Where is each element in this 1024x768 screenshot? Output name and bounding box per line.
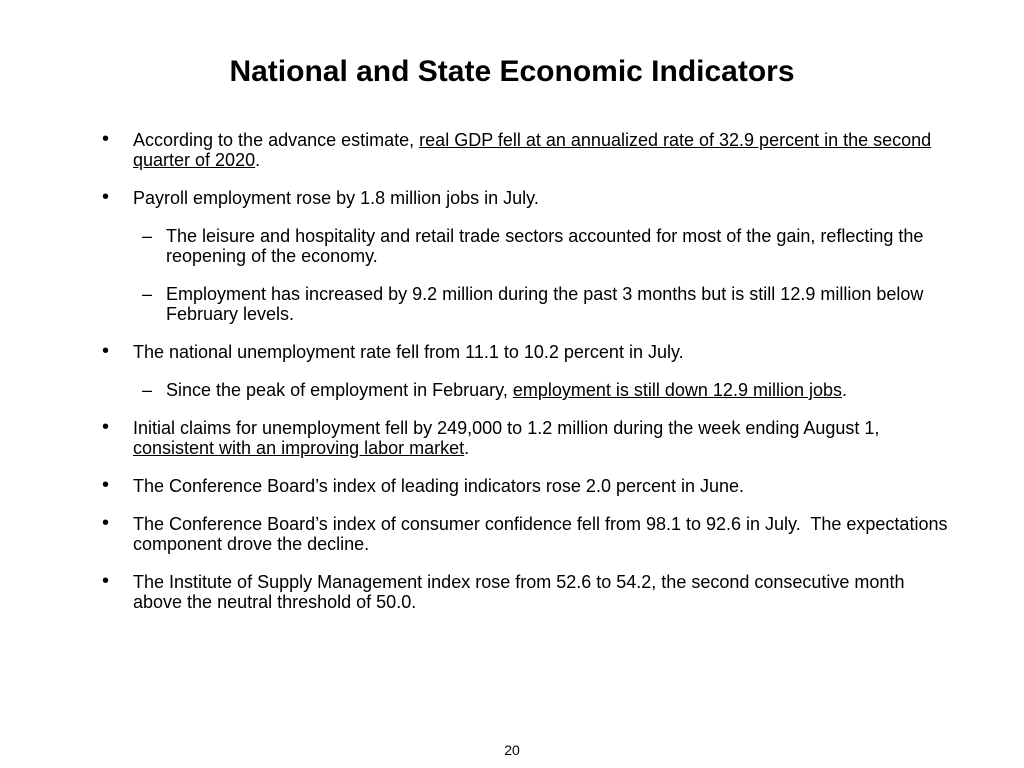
- bullet-marker: •: [102, 570, 110, 592]
- sub-bullet-marker: –: [142, 380, 153, 400]
- gdp-link[interactable]: real GDP fell at an annualized rate of 32.9 percent in the second quarter of 2020: [133, 130, 932, 170]
- bullet-text-end: .: [255, 150, 261, 170]
- bullet-payroll: [102, 186, 948, 208]
- sub-bullet-marker: –: [142, 226, 153, 246]
- sub-bullet-leisure: [142, 226, 956, 266]
- bullet-text: The national unemployment rate fell from 11.1 to 10.2 percent in July.: [133, 342, 684, 362]
- sub-bullet-marker: –: [142, 284, 153, 304]
- sub-bullet-text: Employment has increased by 9.2 million during the past 3 months but is still 12.9 million below February levels.: [166, 284, 924, 324]
- sub-bullet-employment: [142, 284, 956, 324]
- bullet-list: [0, 130, 1024, 612]
- bullet-marker: •: [102, 512, 110, 534]
- bullet-marker: •: [102, 128, 110, 150]
- bullet-text: The Institute of Supply Management index rose from 52.6 to 54.2, the second consecutive month above the neutral threshold of 50.0.: [133, 572, 905, 612]
- sub-bullet-text: Since the peak of employment in February,: [166, 380, 513, 400]
- bullet-unemployment-rate: [102, 340, 948, 362]
- bullet-text: Initial claims for unemployment fell by 249,000 to 1.2 million during the week ending August 1,: [133, 418, 880, 438]
- page-number: 20: [504, 742, 520, 758]
- sub-bullet-peak: [142, 380, 956, 400]
- employment-down-link[interactable]: employment is still down 12.9 million jobs: [512, 380, 842, 400]
- bullet-text: According to the advance estimate,: [133, 130, 420, 150]
- bullet-consumer-confidence: [102, 512, 953, 554]
- bullet-marker: •: [102, 474, 110, 496]
- sub-bullet-text-end: .: [842, 380, 848, 400]
- bullet-gdp: [102, 128, 948, 170]
- bullet-marker: •: [102, 186, 110, 208]
- bullet-text: Payroll employment rose by 1.8 million jobs in July.: [133, 188, 539, 208]
- bullet-leading-indicators: [102, 474, 948, 496]
- bullet-ism-index: [102, 570, 948, 612]
- slide-title: National and State Economic Indicators: [229, 55, 795, 88]
- bullet-text: The Conference Board’s index of leading indicators rose 2.0 percent in June.: [133, 476, 745, 496]
- sub-bullet-text: The leisure and hospitality and retail trade sectors accounted for most of the gain, reflecting the reopening of the economy.: [166, 226, 924, 266]
- bullet-marker: •: [102, 416, 110, 438]
- bullet-text: The Conference Board’s index of consumer confidence fell from 98.1 to 92.6 in July. The expectations component drove the decline.: [133, 514, 953, 554]
- bullet-initial-claims: [102, 416, 948, 458]
- bullet-marker: •: [102, 340, 110, 362]
- bullet-text-end: .: [464, 438, 470, 458]
- labor-market-link[interactable]: consistent with an improving labor market: [133, 438, 465, 458]
